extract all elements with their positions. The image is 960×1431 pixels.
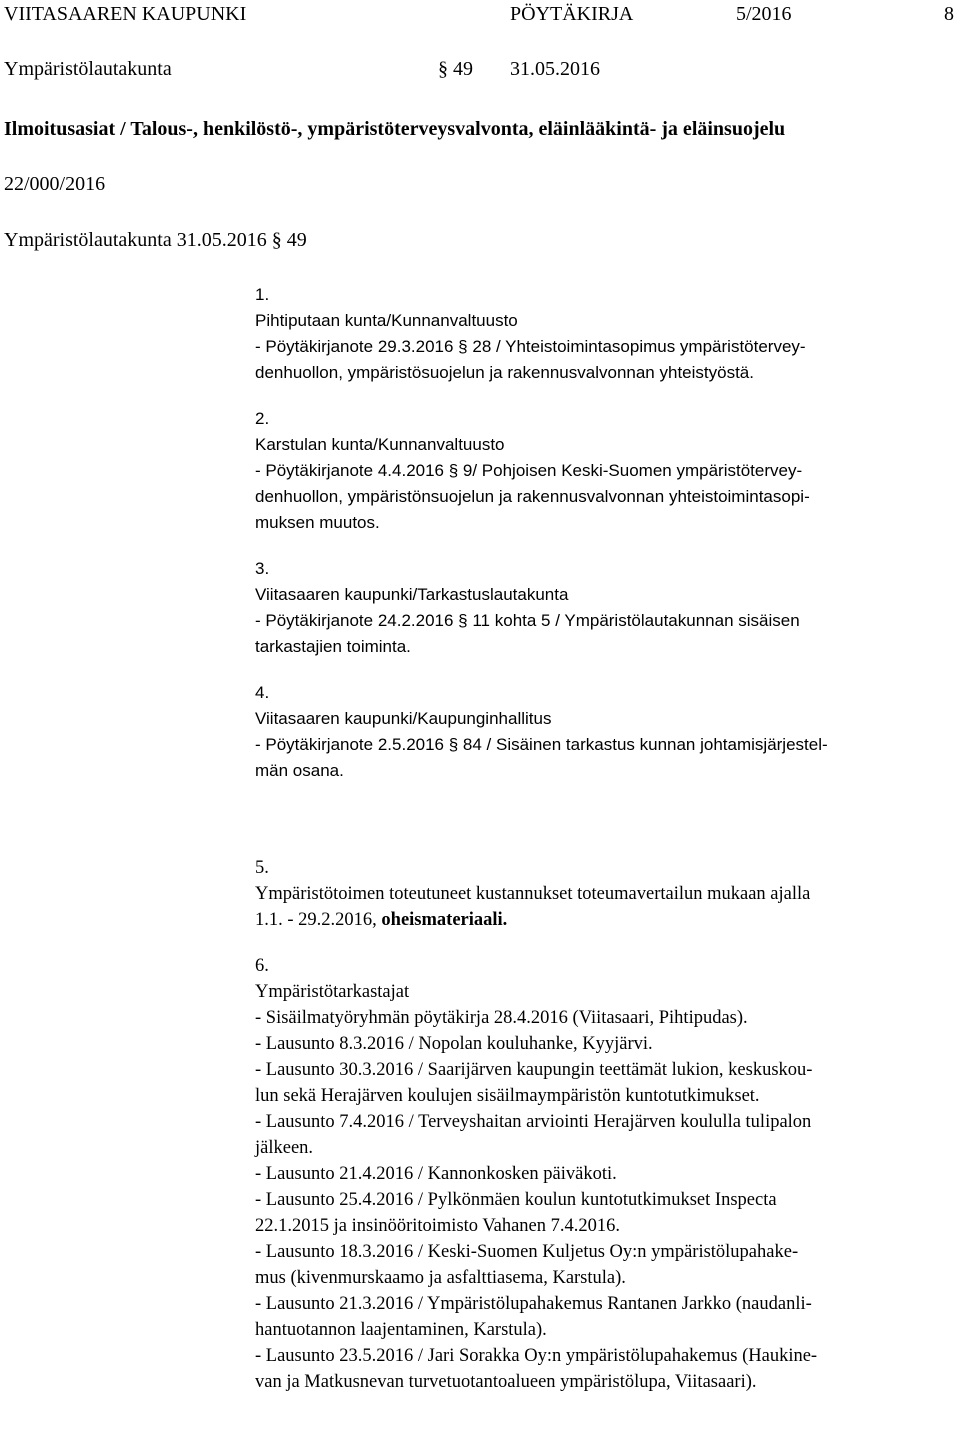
notice-item-5 [255,855,955,933]
notice-item-1 [255,282,955,386]
item-line: - Pöytäkirjanote 24.2.2016 § 11 kohta 5 / Ympäristölautakunnan sisäisen [255,611,800,630]
item-line-text: 1.1. - 29.2.2016, [255,910,382,930]
item-line: - Sisäilmatyöryhmän pöytäkirja 28.4.2016 (Viitasaari, Pihtipudas). [255,1008,748,1028]
item-number: 4. [255,683,270,702]
header-municipality: VIITASAAREN KAUPUNKI [4,3,247,25]
item-org: Ympäristötarkastajat [255,982,410,1002]
item-line: - Lausunto 18.3.2016 / Keski-Suomen Kuljetus Oy:n ympäristölupahake- [255,1242,799,1262]
header-page-number: 8 [944,3,954,25]
item-number: 2. [255,409,270,428]
item-line: - Lausunto 21.4.2016 / Kannonkosken päiväkoti. [255,1164,617,1184]
item-org: Pihtiputaan kunta/Kunnanvaltuusto [255,311,518,330]
item-line: - Lausunto 21.3.2016 / Ympäristölupahakemus Rantanen Jarkko (naudanli- [255,1294,812,1314]
reference-number: 22/000/2016 [4,173,106,195]
document-title: Ilmoitusasiat / Talous-, henkilöstö-, ympäristöterveysvalvonta, eläinlääkintä- ja eläinsuojelu [4,118,786,140]
item-line: denhuollon, ympäristösuojelun ja rakennusvalvonnan yhteistyöstä. [255,363,754,382]
item-org: Karstulan kunta/Kunnanvaltuusto [255,435,505,454]
item-org: Viitasaaren kaupunki/Tarkastuslautakunta [255,585,569,604]
item-line: män osana. [255,761,344,780]
notice-item-2 [255,406,955,536]
item-line: - Lausunto 25.4.2016 / Pylkönmäen koulun kuntotutkimukset Inspecta [255,1190,777,1210]
item-number: 1. [255,285,270,304]
meeting-line: Ympäristölautakunta 31.05.2016 § 49 [4,229,307,251]
item-line: lun sekä Herajärven koulujen sisäilmaympäristön kuntotutkimukset. [255,1086,760,1106]
header-section-number: 49 [453,58,473,80]
item-line: jälkeen. [255,1138,314,1158]
item-line: - Pöytäkirjanote 4.4.2016 § 9/ Pohjoisen Keski-Suomen ympäristötervey- [255,461,803,480]
item-org: Viitasaaren kaupunki/Kaupunginhallitus [255,709,552,728]
item-number: 3. [255,559,270,578]
notice-item-4 [255,680,955,784]
notice-items [255,282,955,804]
item-line: mus (kivenmurskaamo ja asfalttiasema, Karstula). [255,1268,626,1288]
header-board: Ympäristölautakunta [4,58,172,80]
item-line: - Lausunto 23.5.2016 / Jari Sorakka Oy:n ympäristölupahakemus (Haukine- [255,1346,818,1366]
item-line: - Lausunto 8.3.2016 / Nopolan kouluhanke, Kyyjärvi. [255,1034,653,1054]
notice-items-continued [255,855,955,1415]
item-line: muksen muutos. [255,513,380,532]
header-doc-type: PÖYTÄKIRJA [510,3,634,25]
item-line: - Lausunto 30.3.2016 / Saarijärven kaupungin teettämät lukion, keskuskou- [255,1060,813,1080]
notice-item-6 [255,953,955,1395]
item-org: Ympäristötoimen toteutuneet kustannukset toteumavertailun mukaan ajalla [255,884,811,904]
item-line: - Pöytäkirjanote 29.3.2016 § 28 / Yhteistoimintasopimus ympäristötervey- [255,337,806,356]
item-line: - Lausunto 7.4.2016 / Terveyshaitan arviointi Herajärven koululla tulipalon [255,1112,812,1132]
item-line: van ja Matkusnevan turvetuotantoalueen ympäristölupa, Viitasaari). [255,1372,757,1392]
item-line: tarkastajien toiminta. [255,637,411,656]
item-line [255,907,955,933]
header-section: § 49 [438,58,473,80]
item-line: hantuotannon laajentaminen, Karstula). [255,1320,547,1340]
header-date: 31.05.2016 [510,58,600,80]
item-number: 6. [255,956,269,976]
item-line: denhuollon, ympäristönsuojelun ja rakennusvalvonnan yhteistoimintasopi- [255,487,810,506]
notice-item-3 [255,556,955,660]
header-doc-number: 5/2016 [736,3,792,25]
item-number: 5. [255,858,269,878]
item-line: - Pöytäkirjanote 2.5.2016 § 84 / Sisäinen tarkastus kunnan johtamisjärjestel- [255,735,828,754]
item-line: 22.1.2015 ja insinööritoimisto Vahanen 7.4.2016. [255,1216,621,1236]
attachment-note: oheismateriaali. [381,910,508,930]
